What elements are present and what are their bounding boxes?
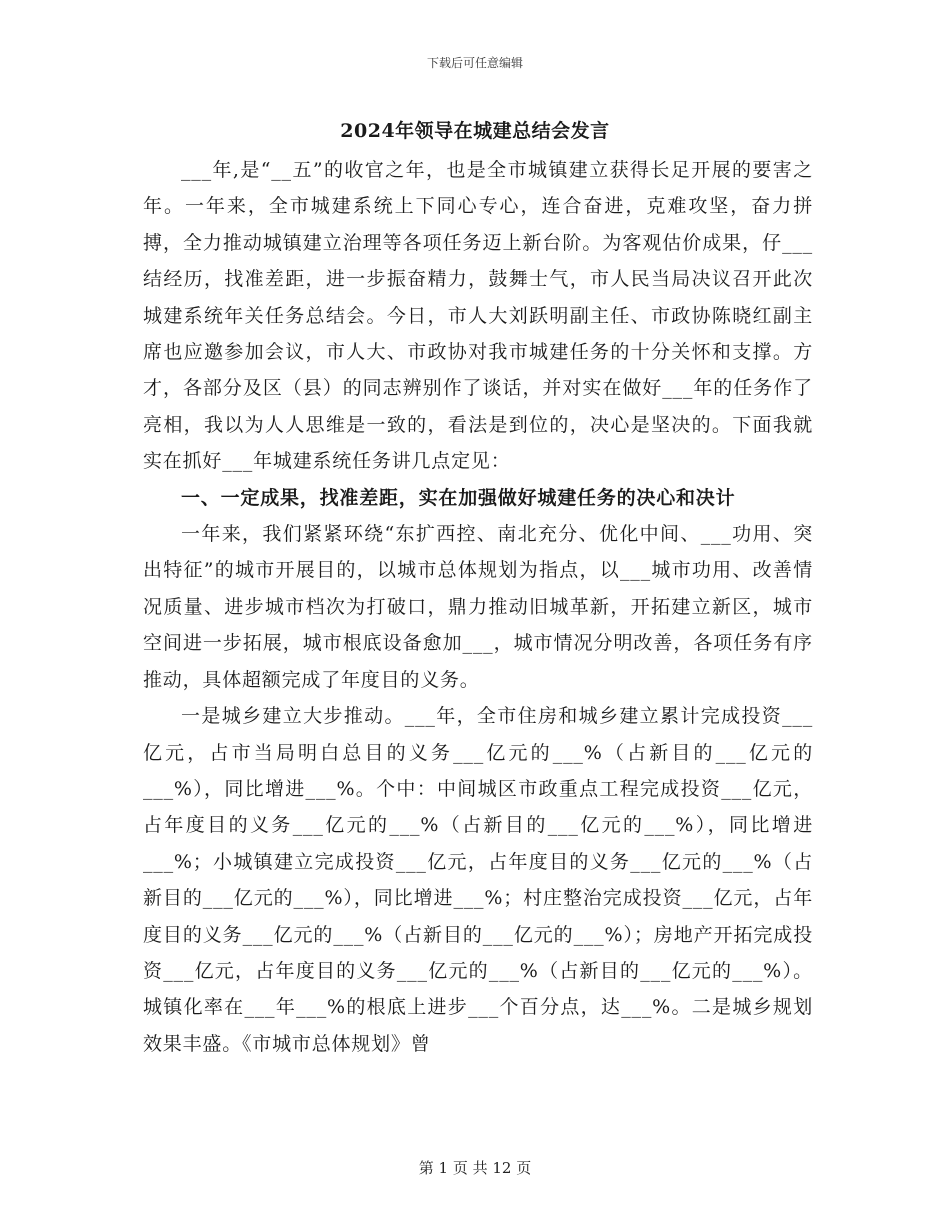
- document-title: 2024年领导在城建总结会发言: [340, 120, 610, 142]
- investment-paragraph: 一是城乡建立大步推动。___年，全市住房和城乡建立累计完成投资___亿元，占市当局明白总目的义务___亿元的___%（占新目的___亿元的___%），同比增进___%。个中：中间城区市政重点工程完成投资___亿元，占年度目的义务___亿元的___%（占新目的___亿元的___%），同比增进___%；小城镇建立完成投资___亿元，占年度目的义务___亿元的___%（占新目的___亿元的___%），同比增进___%；村庄整治完成投资___亿元，占年度目的义务___亿元的___%（占新目的___亿元的___%）；房地产开拓完成投资___亿元，占年度目的义务___亿元的___%（占新目的___亿元的___%）。城镇化率在___年___%的根底上进步___个百分点，达___%。二是城乡规划效果丰盛。《市城市总体规划》曾: [143, 705, 813, 1055]
- achievements-paragraph: 一年来，我们紧紧环绕“东扩西控、南北充分、优化中间、___功用、突出特征”的城市开展目的，以城市总体规划为指点，以___城市功用、改善情况质量、进步城市档次为打破口，鼎力推动旧城革新，开拓建立新区，城市空间进一步拓展，城市根底设备愈加___，城市情况分明改善，各项任务有序推动，具体超额完成了年度目的义务。: [143, 523, 813, 691]
- section-heading: 一、一定成果，找准差距，实在加强做好城建任务的决心和决计: [181, 486, 736, 509]
- intro-paragraph: ___年,是“__五”的收官之年，也是全市城镇建立获得长足开展的要害之年。一年来，全市城建系统上下同心专心，连合奋进，克难攻坚，奋力拼搏，全力推动城镇建立治理等各项任务迈上新台阶。为客观估价成果，仔___结经历，找准差距，进一步振奋精力，鼓舞士气，市人民当局决议召开此次城建系统年关任务总结会。今日，市人大刘跃明副主任、市政协陈晓红副主席也应邀参加会议，市人大、市政协对我市城建任务的十分关怀和支撑。方才，各部分及区（县）的同志辨别作了谈话，并对实在做好___年的任务作了亮相，我以为人人思维是一致的，看法是到位的，决心是坚决的。下面我就实在抓好___年城建系统任务讲几点定见：: [143, 159, 813, 473]
- download-note: 下载后可任意编辑: [426, 56, 523, 70]
- document-body: [143, 152, 813, 1062]
- page-number: 第 1 页 共 12 页: [418, 1159, 532, 1177]
